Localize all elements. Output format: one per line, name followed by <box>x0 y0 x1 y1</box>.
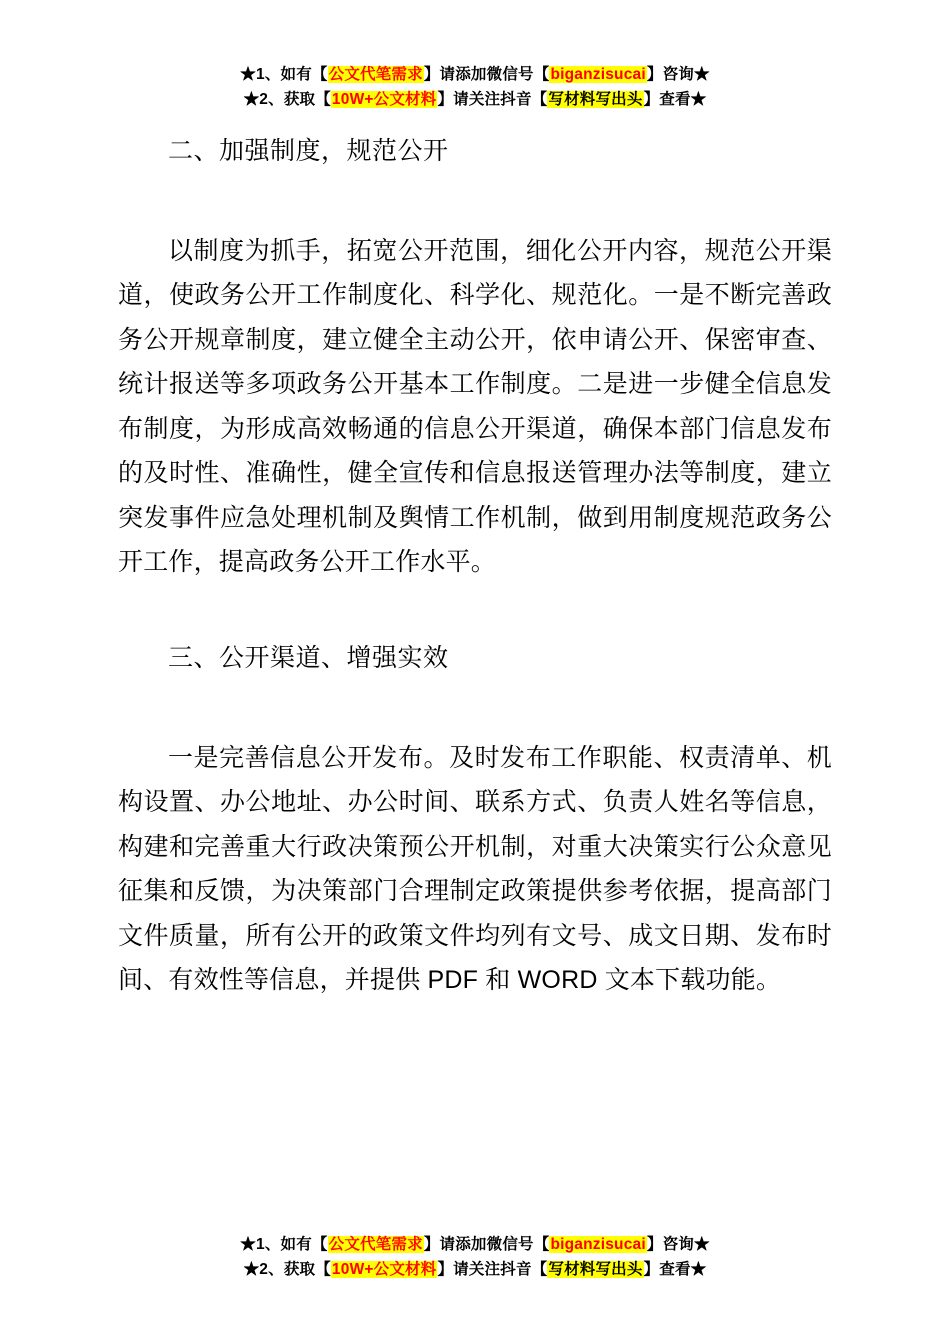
promo-line-1-highlight-2: biganzisucai <box>550 66 646 83</box>
promo-banner-bottom <box>0 1232 950 1282</box>
promo-line-1-mid: 请添加微信号 <box>439 1235 534 1253</box>
promo-line-1-prefix: ★1、如有 <box>240 1235 312 1253</box>
section-heading-three: 三、公开渠道、增强实效 <box>168 643 449 672</box>
promo-line-1-bracket-open-2: 【 <box>533 66 550 83</box>
promo-line-2-bracket-open: 【 <box>315 1260 331 1278</box>
promo-line-1 <box>118 62 832 87</box>
promo-line-1-highlight-1: 公文代笔需求 <box>328 1235 423 1253</box>
spacer <box>118 678 832 736</box>
promo-line-1-suffix: 咨询★ <box>662 1235 710 1253</box>
promo-line-1-bracket-close-2: 】 <box>646 66 663 83</box>
promo-line-1-bracket-close-2: 】 <box>646 1235 663 1253</box>
promo-line-2-highlight-2: 写材料写出头 <box>548 91 643 109</box>
promo-line-1-highlight-2: biganzisucai <box>550 1235 646 1253</box>
promo-line-2 <box>118 87 832 112</box>
promo-banner-top <box>118 0 832 112</box>
promo-line-2-mid: 请关注抖音 <box>453 1260 532 1278</box>
promo-line-1-bracket-open: 【 <box>311 66 328 83</box>
promo-line-2-mid: 请关注抖音 <box>453 91 532 109</box>
promo-line-2-prefix: ★2、获取 <box>243 1260 316 1278</box>
promo-line-2-prefix: ★2、获取 <box>243 91 316 109</box>
promo-line-2-suffix: 查看★ <box>659 91 707 109</box>
spacer <box>118 585 832 639</box>
section-two-paragraph: 以制度为抓手，拓宽公开范围，细化公开内容，规范公开渠道，使政务公开工作制度化、科学化、规范化。一是不断完善政务公开规章制度，建立健全主动公开，依申请公开、保密审查、统计报送等多项政务公开基本工作制度。二是进一步健全信息发布制度，为形成高效畅通的信息公开渠道，确保本部门信息发布的及时性、准确性，健全宣传和信息报送管理办法等制度，建立突发事件应急处理机制及舆情工作机制，做到用制度规范政务公开工作，提高政务公开工作水平。 <box>118 236 832 577</box>
promo-line-2-bracket-open: 【 <box>315 91 331 109</box>
promo-line-1-bracket-open-2: 【 <box>533 1235 550 1253</box>
promo-line-2-bracket-open-2: 【 <box>531 1260 548 1278</box>
promo-line-1-bottom <box>0 1232 950 1257</box>
promo-line-2-highlight-2: 写材料写出头 <box>548 1260 643 1278</box>
promo-line-1-bracket-open: 【 <box>311 1235 328 1253</box>
promo-line-1-bracket-close: 】 <box>423 1235 440 1253</box>
promo-line-2-bottom <box>0 1257 950 1282</box>
promo-line-1-mid: 请添加微信号 <box>439 66 534 83</box>
promo-line-1-suffix: 咨询★ <box>662 66 710 83</box>
promo-line-2-bracket-open-2: 【 <box>531 91 548 109</box>
promo-line-1-highlight-1: 公文代笔需求 <box>328 66 423 83</box>
promo-line-1-bracket-close: 】 <box>423 66 440 83</box>
promo-line-2-suffix: 查看★ <box>659 1260 707 1278</box>
section-heading-two: 二、加强制度，规范公开 <box>168 137 449 166</box>
promo-line-2-bracket-close-2: 】 <box>643 91 660 109</box>
spacer <box>118 171 832 229</box>
promo-line-2-highlight-1: 10W+公文材料 <box>331 1260 437 1278</box>
promo-line-1-prefix: ★1、如有 <box>240 66 312 83</box>
section-three-paragraph: 一是完善信息公开发布。及时发布工作职能、权责清单、机构设置、办公地址、办公时间、联系方式、负责人姓名等信息，构建和完善重大行政决策预公开机制，对重大决策实行公众意见征集和反馈，为决策部门合理制定政策提供参考依据，提高部门文件质量，所有公开的政策文件均列有文号、成文日期、发布时间、有效性等信息，并提供 PDF 和 WORD 文本下载功能。 <box>118 743 832 995</box>
document-body <box>118 112 832 1003</box>
promo-line-2-bracket-close-2: 】 <box>643 1260 660 1278</box>
promo-line-2-bracket-close: 】 <box>437 1260 454 1278</box>
promo-line-2-bracket-close: 】 <box>437 91 454 109</box>
promo-line-2-highlight-1: 10W+公文材料 <box>331 91 437 109</box>
